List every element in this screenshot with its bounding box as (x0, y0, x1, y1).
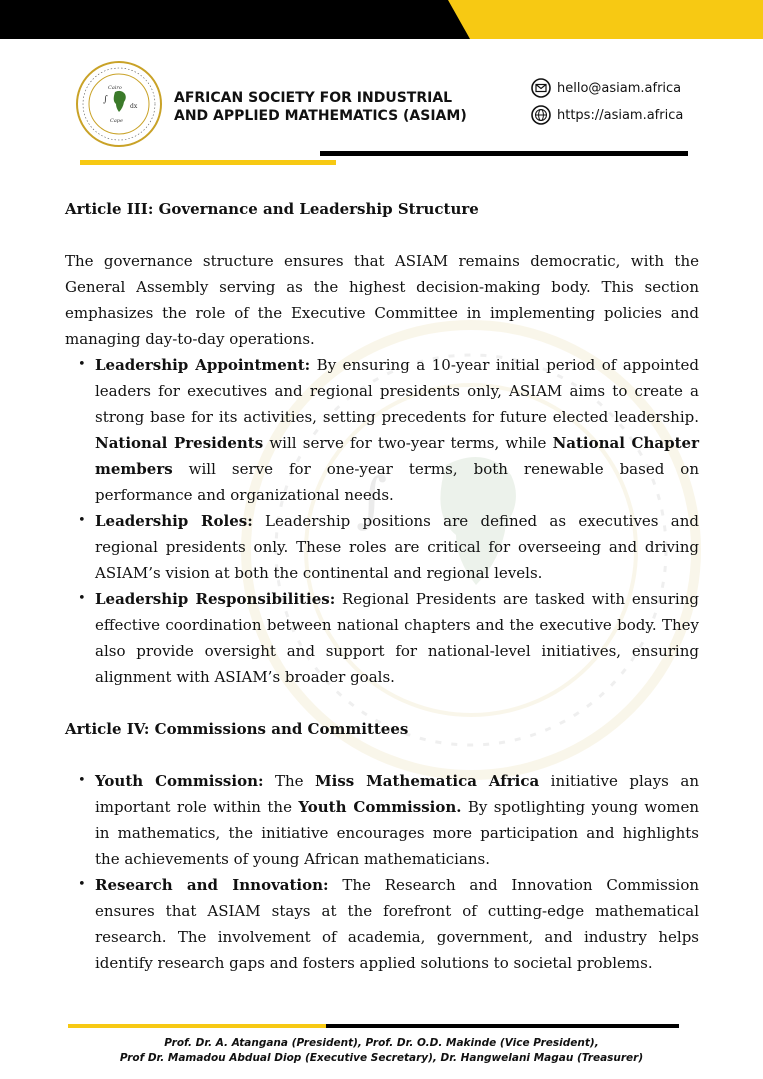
svg-text:Cairo: Cairo (108, 85, 122, 91)
article3-heading: Article III: Governance and Leadership Structure (65, 200, 479, 218)
list-item (65, 508, 699, 586)
svg-text:∫: ∫ (356, 465, 388, 535)
item-text: will serve for one-year terms, both renewable based on performance and organizational needs. (95, 460, 699, 504)
contact-website[interactable] (531, 105, 683, 125)
asiam-logo-icon (75, 60, 163, 148)
header-rule-black (320, 151, 688, 156)
item-text: will serve for two-year terms, while (263, 434, 553, 452)
item-text: initiative plays an important role within the (95, 772, 699, 816)
organization-name (174, 89, 504, 125)
header-rule-yellow (80, 160, 336, 165)
item-label: Youth Commission: (95, 772, 264, 790)
svg-text:∫: ∫ (103, 95, 108, 105)
org-name-line1: AFRICAN SOCIETY FOR INDUSTRIAL (174, 90, 453, 106)
item-label: Research and Innovation: (95, 876, 329, 894)
item-emphasis: Miss Mathematica Africa (315, 772, 540, 790)
footer-line2: Prof Dr. Mamadou Abdual Diop (Executive Secretary), Dr. Hangwelani Magau (Treasurer) (119, 1052, 644, 1064)
list-item (65, 872, 699, 976)
email-link[interactable]: hello@asiam.africa (557, 80, 682, 96)
article3-intro: The governance structure ensures that ASIAM remains democratic, with the General Assembly serving as the highest decision-making body. This section emphasizes the role of the Executive Committee in implementing policies and managing day-to-day operations. (65, 252, 699, 348)
website-link[interactable]: https://asiam.africa (557, 107, 684, 123)
article3-list (65, 352, 699, 690)
list-item (65, 768, 699, 872)
item-label: Leadership Roles: (95, 512, 253, 530)
item-text: Regional Presidents are tasked with ensuring effective coordination between national chapters and the executive body. They also provide oversight and support for national-level initiatives, ensuring alignment with ASIAM’s broader goals. (95, 590, 699, 686)
item-emphasis: National Presidents (95, 434, 264, 452)
document-body (65, 196, 699, 976)
item-emphasis: Youth Commission. (298, 798, 462, 816)
svg-text:dx: dx (130, 103, 138, 110)
footer-rule-black (326, 1024, 679, 1028)
item-text: By spotlighting young women in mathematics, the initiative encourages more participation and highlights the achievements of young African mathematicians. (95, 798, 699, 868)
footer-rule-yellow (68, 1024, 330, 1028)
list-item (65, 352, 699, 508)
item-label: Leadership Appointment: (95, 356, 311, 374)
item-text: Leadership positions are defined as executives and regional presidents only. These roles are critical for overseeing and driving ASIAM’s vision at both the continental and regional levels. (95, 512, 699, 582)
item-text: By ensuring a 10-year initial period of appointed leaders for executives and regional presidents only, ASIAM aims to create a strong base for its activities, setting precedents for future elected leadership. (95, 356, 699, 426)
svg-text:Cape: Cape (110, 118, 123, 124)
globe-icon (531, 105, 551, 125)
item-text: The (263, 772, 316, 790)
item-text: The Research and Innovation Commission ensures that ASIAM stays at the forefront of cutting-edge mathematical research. The involvement of academia, government, and industry helps identify research gaps and fosters applied solutions to societal problems. (95, 876, 700, 972)
org-name-line2: AND APPLIED MATHEMATICS (ASIAM) (174, 108, 467, 124)
footer-officers (0, 1036, 763, 1066)
list-item (65, 586, 699, 690)
article4-list (65, 768, 699, 976)
item-emphasis: National Chapter members (95, 434, 699, 478)
item-label: Leadership Responsibilities: (95, 590, 336, 608)
article4-heading: Article IV: Commissions and Committees (65, 720, 409, 738)
header-bar-yellow (448, 0, 763, 39)
contact-email[interactable] (531, 78, 681, 98)
envelope-icon (531, 78, 551, 98)
footer-line1: Prof. Dr. A. Atangana (President), Prof. Dr. O.D. Makinde (Vice President), (164, 1037, 599, 1049)
